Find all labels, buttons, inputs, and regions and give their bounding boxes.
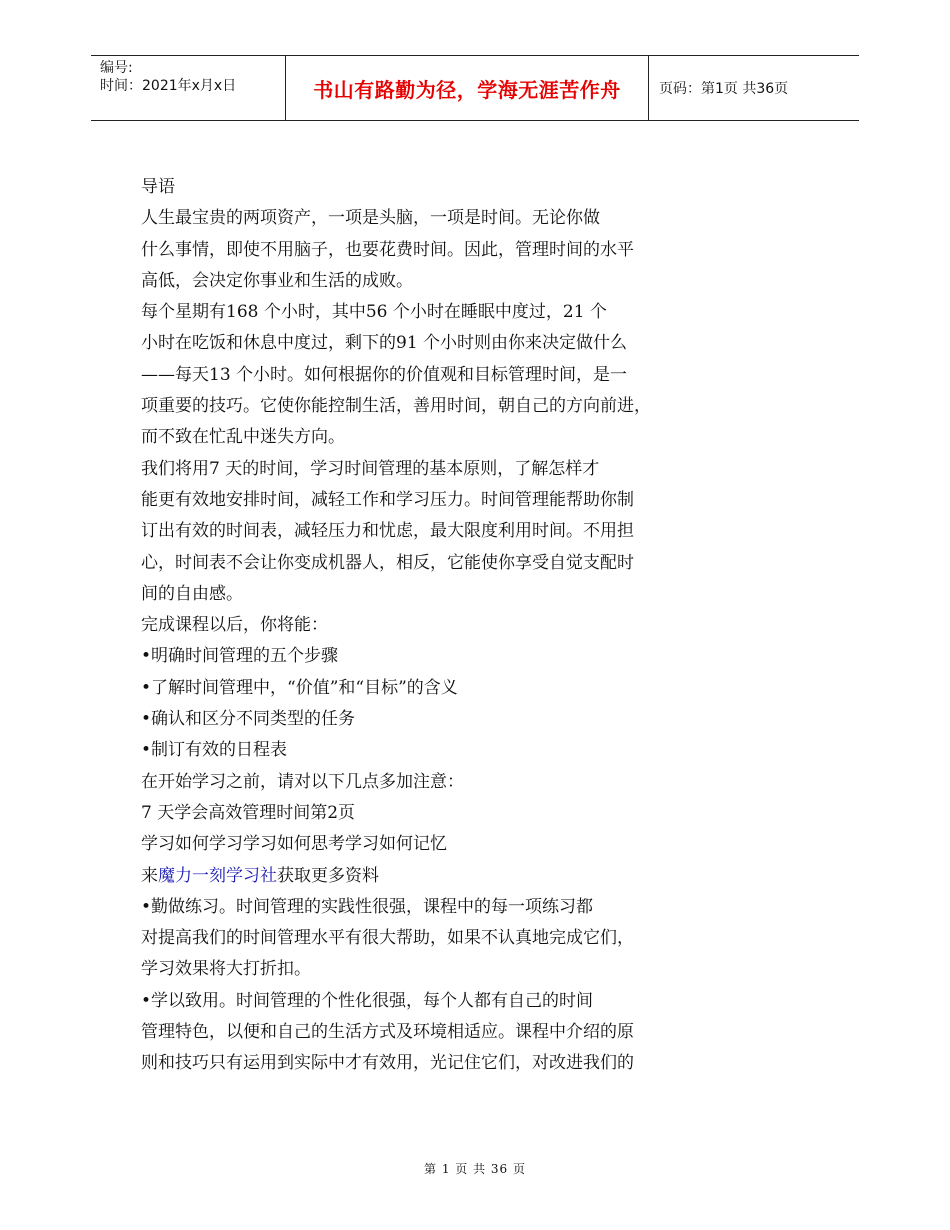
paragraph-line: 项重要的技巧。它使你能控制生活，善用时间，朝自己的方向前进， — [141, 396, 651, 417]
paragraph-line: 学习效果将大打折扣。 — [141, 959, 311, 980]
serial-label: 编号: — [100, 60, 133, 76]
paragraph-line: 7 天学会高效管理时间第2页 — [141, 802, 356, 823]
paragraph-line: 学习如何学习学习如何思考学习如何记忆 — [141, 834, 447, 855]
bullet-item: •学以致用。时间管理的个性化很强，每个人都有自己的时间 — [141, 990, 594, 1011]
paragraph-line: 管理特色，以便和自己的生活方式及环境相适应。课程中介绍的原 — [141, 1022, 634, 1043]
promo-prefix: 来 — [141, 865, 158, 886]
promo-line — [141, 861, 701, 892]
bullet-item: •了解时间管理中，“价值”和“目标”的含义 — [141, 677, 458, 698]
time-label: 时间：2021年x月x日 — [100, 78, 237, 94]
paragraph-line: 订出有效的时间表，减轻压力和忧虑，最大限度利用时间。不用担 — [141, 521, 634, 542]
section-heading: 导语 — [141, 177, 175, 197]
bullet-item: •制订有效的日程表 — [141, 740, 288, 761]
paragraph-line: 每个星期有168 个小时，其中56 个小时在睡眠中度过，21 个 — [141, 302, 607, 323]
bullet-item: •勤做练习。时间管理的实践性很强，课程中的每一项练习都 — [141, 896, 594, 917]
header-motto: 书山有路勤为径，学海无涯苦作舟 — [286, 56, 649, 120]
study-club-link[interactable]: 魔力一刻学习社 — [158, 865, 277, 886]
bullet-item: •明确时间管理的五个步骤 — [141, 646, 339, 667]
paragraph-line: 间的自由感。 — [141, 583, 243, 604]
paragraph-line: 完成课程以后，你将能： — [141, 615, 328, 636]
paragraph-line: 对提高我们的时间管理水平有很大帮助，如果不认真地完成它们， — [141, 928, 634, 949]
promo-suffix: 获取更多资料 — [277, 865, 379, 886]
paragraph-line: 在开始学习之前，请对以下几点多加注意： — [141, 771, 464, 792]
paragraph-line: 心，时间表不会让你变成机器人，相反，它能使你享受自觉支配时 — [141, 552, 634, 573]
header-meta — [91, 56, 286, 120]
paragraph-line: 我们将用7 天的时间，学习时间管理的基本原则，了解怎样才 — [141, 458, 600, 479]
bullet-item: •确认和区分不同类型的任务 — [141, 709, 356, 730]
document-body — [141, 172, 701, 1080]
paragraph-line: 而不致在忙乱中迷失方向。 — [141, 427, 345, 448]
paragraph-line: ——每天13 个小时。如何根据你的价值观和目标管理时间，是一 — [141, 364, 628, 385]
paragraph-line: 什么事情，即使不用脑子，也要花费时间。因此，管理时间的水平 — [141, 239, 634, 260]
header-page-info: 页码：第1页 共36页 — [659, 81, 789, 97]
paragraph-line: 能更有效地安排时间，减轻工作和学习压力。时间管理能帮助你制 — [141, 489, 634, 510]
page-footer: 第 1 页 共 36 页 — [424, 1162, 526, 1176]
paragraph-line: 小时在吃饭和休息中度过，剩下的91 个小时则由你来决定做什么 — [141, 333, 628, 354]
page-header — [91, 55, 859, 121]
paragraph-line: 则和技巧只有运用到实际中才有效用，光记住它们，对改进我们的 — [141, 1053, 634, 1074]
paragraph-line: 人生最宝贵的两项资产，一项是头脑，一项是时间。无论你做 — [141, 208, 600, 229]
paragraph-line: 高低，会决定你事业和生活的成败。 — [141, 270, 413, 291]
